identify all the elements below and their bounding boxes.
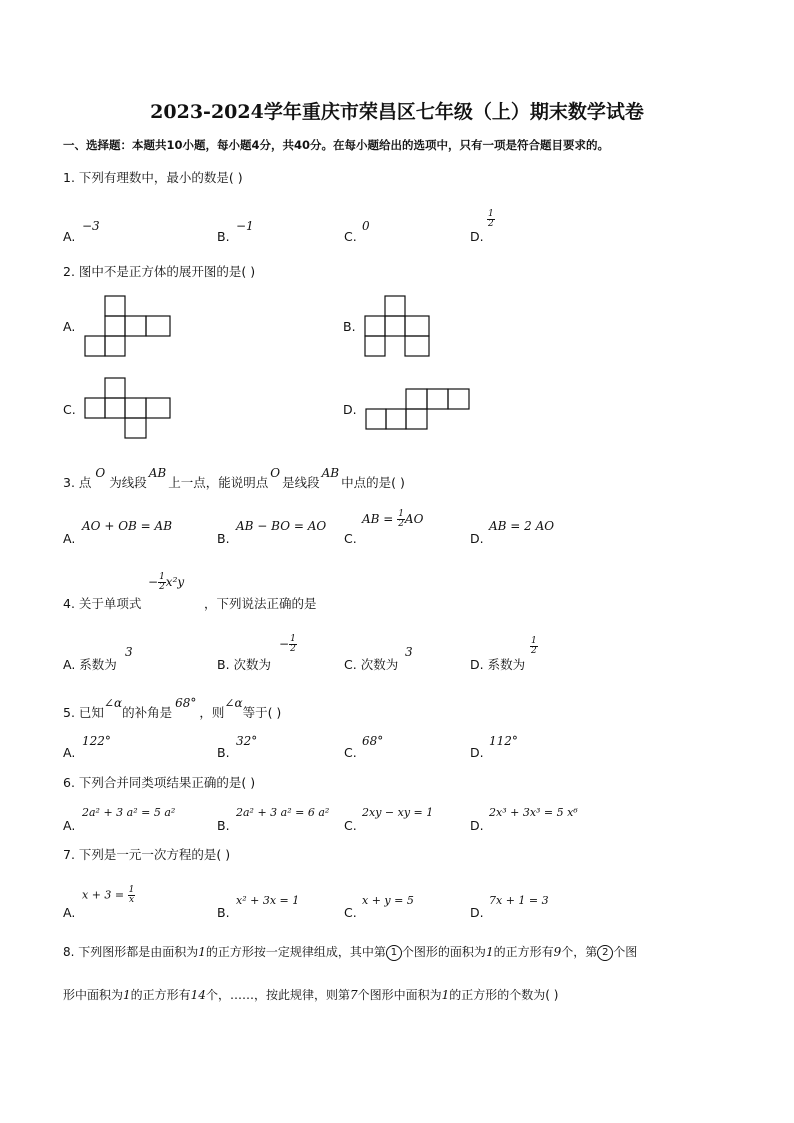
math-symbol: ∠α xyxy=(103,696,123,710)
net-diagram-a xyxy=(84,295,174,359)
math-text: AB = xyxy=(362,512,394,526)
question-1-stem: 1. 下列有理数中，最小的数是( ) xyxy=(63,170,243,185)
math-text: − xyxy=(148,575,159,589)
stem-text: 个，……，按此规律，则第 xyxy=(205,988,350,1002)
question-4-stem xyxy=(63,594,141,612)
net-diagram-b xyxy=(364,295,434,359)
q3-option-c-value xyxy=(362,510,423,529)
q4-option-b-value xyxy=(279,635,297,654)
stem-text: 个图形中面积为 xyxy=(357,988,442,1002)
fraction-numerator: 1 xyxy=(128,885,135,895)
stem-text: 个，第 xyxy=(561,945,598,959)
q7-option-a: A. xyxy=(63,905,76,920)
q1-option-a xyxy=(63,229,75,244)
net-diagram-d xyxy=(365,388,473,434)
fraction-numerator: 1 xyxy=(488,209,494,219)
q3-option-b-value: AB − BO = AO xyxy=(236,519,327,533)
q6-option-b-value: 2a² + 3 a² = 6 a² xyxy=(236,806,330,819)
math-symbol: ∠α xyxy=(224,696,243,710)
q4-option-d xyxy=(470,655,525,673)
question-6-stem: 6. 下列合并同类项结果正确的是( ) xyxy=(63,775,256,790)
math-symbol: 1 xyxy=(441,988,450,1002)
section-heading: 一、选择题：本题共10小题，每小题4分，共40分。在每小题给出的选项中，只有一项是符合题目要求的。 xyxy=(63,138,610,152)
math-text: − xyxy=(279,637,290,651)
q2-option-d: D. xyxy=(343,402,357,417)
math-text: x²y xyxy=(165,575,185,589)
fraction-denominator: 2 xyxy=(398,519,404,529)
q7-option-b-value: x² + 3x = 1 xyxy=(236,894,300,907)
q4-option-c-value: 3 xyxy=(405,645,413,659)
q5-option-a: A. xyxy=(63,745,76,760)
q6-option-d-value: 2x³ + 3x³ = 5 x⁶ xyxy=(489,806,578,819)
q1-option-d-fraction xyxy=(487,209,495,229)
q7-option-c-value: x + y = 5 xyxy=(362,894,414,907)
option-text: 系数为 xyxy=(487,657,526,672)
q1-option-c-value: 0 xyxy=(362,219,370,233)
q2-option-c: C. xyxy=(63,402,76,417)
q4-option-a xyxy=(63,655,117,673)
q5-option-c-value: 68° xyxy=(362,734,384,748)
q3-option-a-value: AO + OB = AB xyxy=(82,519,173,533)
q1-option-c xyxy=(344,229,357,244)
math-symbol: O xyxy=(95,466,106,480)
stem-text: 个图 xyxy=(613,945,638,959)
stem-text: 上一点，能说明点 xyxy=(168,475,269,490)
question-8-line-1 xyxy=(63,943,637,961)
q2-option-a: A. xyxy=(63,319,76,334)
option-letter: B. xyxy=(217,657,230,672)
q2-option-b: B. xyxy=(343,319,356,334)
q4-option-c xyxy=(344,655,398,673)
q6-option-c: C. xyxy=(344,818,357,833)
q7-option-b: B. xyxy=(217,905,230,920)
q3-option-d-value: AB = 2 AO xyxy=(489,519,555,533)
q4-option-a-value: 3 xyxy=(125,645,133,659)
q1-option-b xyxy=(217,229,230,244)
fraction-denominator: 2 xyxy=(159,582,165,592)
fraction-numerator: 1 xyxy=(290,634,296,644)
question-2-stem: 2. 图中不是正方体的展开图的是( ) xyxy=(63,264,256,279)
fraction-denominator: 2 xyxy=(531,646,537,656)
math-text: AO xyxy=(404,512,424,526)
q3-option-b: B. xyxy=(217,531,230,546)
q4-option-b xyxy=(217,655,271,673)
circled-number: 1 xyxy=(386,945,402,961)
net-diagram-c xyxy=(84,377,174,441)
option-letter: D. xyxy=(470,229,484,244)
stem-text: 的补角是 xyxy=(122,705,173,720)
option-letter: A. xyxy=(63,229,76,244)
stem-text: 形中面积为 xyxy=(63,988,124,1002)
q1-option-d xyxy=(470,229,484,244)
math-symbol: 1 xyxy=(123,988,131,1002)
fraction-numerator: 1 xyxy=(531,636,537,646)
question-5-stem xyxy=(63,696,282,721)
q1-option-a-value: −3 xyxy=(82,219,100,233)
stem-text: 中点的是( ) xyxy=(341,475,405,490)
stem-text: 是线段 xyxy=(282,475,320,490)
circled-number: 2 xyxy=(597,945,613,961)
q6-option-a: A. xyxy=(63,818,76,833)
question-4-stem-tail: ，下列说法正确的是 xyxy=(204,596,317,611)
stem-text: ，则 xyxy=(199,705,225,720)
q6-option-a-value: 2a² + 3 a² = 5 a² xyxy=(82,806,176,819)
fraction-denominator: 2 xyxy=(488,219,494,229)
option-text: 系数为 xyxy=(79,657,117,672)
option-letter: D. xyxy=(470,657,484,672)
q1-option-b-value: −1 xyxy=(236,219,254,233)
math-symbol: AB xyxy=(321,466,340,480)
math-symbol: O xyxy=(270,466,281,480)
q5-option-b: B. xyxy=(217,745,230,760)
q6-option-d: D. xyxy=(470,818,484,833)
option-letter: C. xyxy=(344,657,357,672)
q4-option-d-value xyxy=(530,636,538,656)
q5-option-d: D. xyxy=(470,745,484,760)
question-7-stem: 7. 下列是一元一次方程的是( ) xyxy=(63,847,231,862)
math-symbol: 7 xyxy=(349,988,358,1002)
stem-text: 个图形的面积为 xyxy=(401,945,486,959)
stem-text: 8. 下列图形都是由面积为 xyxy=(63,945,199,959)
q7-option-c: C. xyxy=(344,905,357,920)
option-text: 次数为 xyxy=(360,657,399,672)
q3-option-a: A. xyxy=(63,531,76,546)
q3-option-c: C. xyxy=(344,531,357,546)
q7-option-a-value xyxy=(82,886,135,905)
q5-option-c: C. xyxy=(344,745,357,760)
stem-text: 5. 已知 xyxy=(63,705,104,720)
stem-text: 为线段 xyxy=(109,475,147,490)
math-symbol: 9 xyxy=(553,945,562,959)
q5-option-a-value: 122° xyxy=(82,734,111,748)
stem-text: 的正方形有 xyxy=(493,945,554,959)
q7-option-d: D. xyxy=(470,905,484,920)
math-symbol: 1 xyxy=(198,945,206,959)
question-3-stem xyxy=(63,466,405,491)
option-letter: C. xyxy=(344,229,357,244)
stem-text: 3. 点 xyxy=(63,475,92,490)
q6-option-b: B. xyxy=(217,818,230,833)
stem-text: 的正方形有 xyxy=(130,988,191,1002)
question-8-line-2 xyxy=(63,986,558,1003)
option-text: 次数为 xyxy=(233,657,272,672)
fraction-denominator: 2 xyxy=(290,644,296,654)
math-text: x + 3 = xyxy=(82,888,125,902)
math-symbol: 1 xyxy=(485,945,494,959)
stem-text: 4. 关于单项式 xyxy=(63,596,142,611)
q5-option-d-value: 112° xyxy=(489,734,518,748)
option-letter: B. xyxy=(217,229,230,244)
math-symbol: 14 xyxy=(190,988,206,1002)
math-symbol: 68° xyxy=(175,696,197,710)
q5-option-b-value: 32° xyxy=(236,734,258,748)
stem-text: 的正方形按一定规律组成，其中第 xyxy=(205,945,386,959)
math-symbol: AB xyxy=(148,466,167,480)
q7-option-d-value: 7x + 1 = 3 xyxy=(489,894,549,907)
option-letter: A. xyxy=(63,657,76,672)
q4-monomial xyxy=(148,573,184,592)
q6-option-c-value: 2xy − xy = 1 xyxy=(362,806,434,819)
fraction-numerator: 1 xyxy=(159,572,165,582)
fraction-denominator: x xyxy=(128,895,135,905)
fraction-numerator: 1 xyxy=(398,509,404,519)
stem-text: 等于( ) xyxy=(242,705,282,720)
stem-text: 的正方形的个数为( ) xyxy=(449,988,559,1002)
q3-option-d: D. xyxy=(470,531,484,546)
page-title: 2023-2024学年重庆市荣昌区七年级（上）期末数学试卷 xyxy=(150,101,644,123)
